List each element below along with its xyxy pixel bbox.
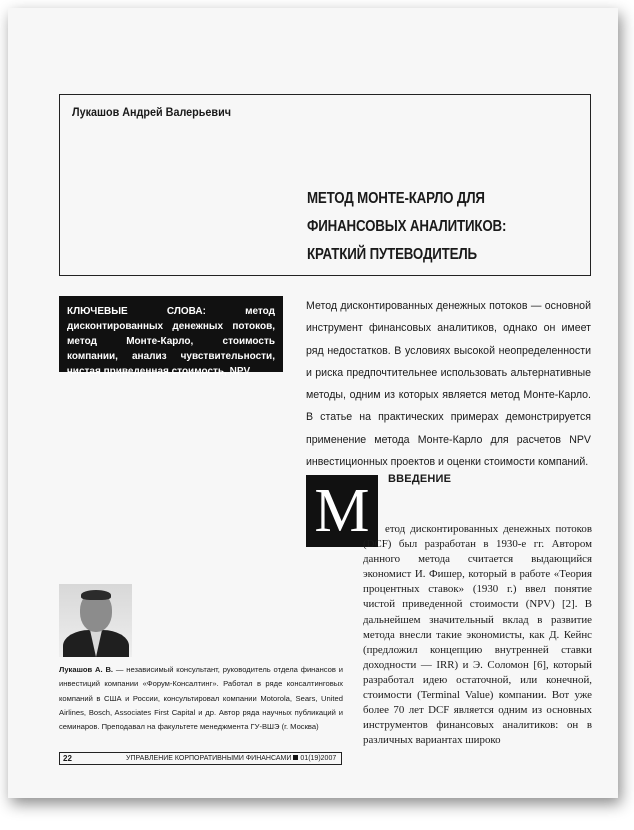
author-photo — [59, 584, 132, 657]
abstract-text: Метод дисконтированных денежных потоков — основной инструмент финансовых аналитиков, однако он имеет ряд недостатков. В условиях высокой неопределенности и риска предпочтительнее использовать альтернативные методы, одним из которых является метод Монте-Карло. В статье на практических примерах демонстрируется применение метода Монте-Карло для расчетов NPV инвестиционных проектов и оценки стоимости компаний. — [306, 300, 591, 469]
author-bio — [59, 663, 343, 734]
article-body — [363, 522, 592, 748]
square-icon — [293, 755, 298, 760]
keywords-text: КЛЮЧЕВЫЕ СЛОВА: метод дисконтированных денежных потоков, метод Монте-Карло, стоимость компании, анализ чувствительности, чистая приведенная стоимость, NPV — [67, 306, 275, 377]
article-title — [307, 185, 548, 269]
abstract — [306, 295, 591, 473]
journal-page — [8, 8, 618, 798]
bio-name: Лукашов А. В. — [59, 665, 114, 674]
drop-cap: М — [306, 475, 378, 547]
title-line: ФИНАНСОВЫХ АНАЛИТИКОВ: — [307, 218, 507, 235]
section-heading: ВВЕДЕНИЕ — [388, 473, 452, 485]
page-footer — [59, 752, 342, 765]
issue-number: 01(19)2007 — [300, 755, 337, 762]
bio-text: — независимый консультант, руководитель отдела финансов и инвестиций компании «Форум-Консалтинг». Работал в ряде консалтинговых компаний в США и России, консультировал компании Motorola, Sears, United Airlines, Bosch, Associates First Capital и др. Автор ряда научных публикаций и семинаров. Преподавал на факультете менеджмента ГУ-ВШЭ (г. Москва) — [59, 665, 343, 732]
author-name: Лукашов Андрей Валерьевич — [72, 105, 231, 119]
article-header — [59, 94, 591, 276]
page-number: 22 — [63, 754, 72, 763]
title-line: КРАТКИЙ ПУТЕВОДИТЕЛЬ — [307, 246, 477, 263]
keywords-box — [59, 296, 283, 377]
title-line: МЕТОД МОНТЕ-КАРЛО ДЛЯ — [307, 190, 485, 207]
journal-name: УПРАВЛЕНИЕ КОРПОРАТИВНЫМИ ФИНАНСАМИ — [126, 755, 292, 762]
body-paragraph: етод дисконтированных денежных потоков (DCF) был разработан в 1930-е гг. Автором данного метода считается выдающийся экономист И. Фишер, который в работе «Теория процентных ставок» (1930 г.) ввел понятие чистой приведенной стоимости (NPV) [2]. В дальнейшем значительный вклад в развитие метода внесли такие экономисты, как Д. Кейнс (предложил концепцию внутренней ставки доходности — IRR) и Э. Соломон [6], который разработал идею остаточной, или конечной, стоимости (Terminal Value) компании. Вот уже более 70 лет DCF является одним из основных инструментов финансовых аналитиков: он в различных вариантах широко — [363, 523, 592, 747]
